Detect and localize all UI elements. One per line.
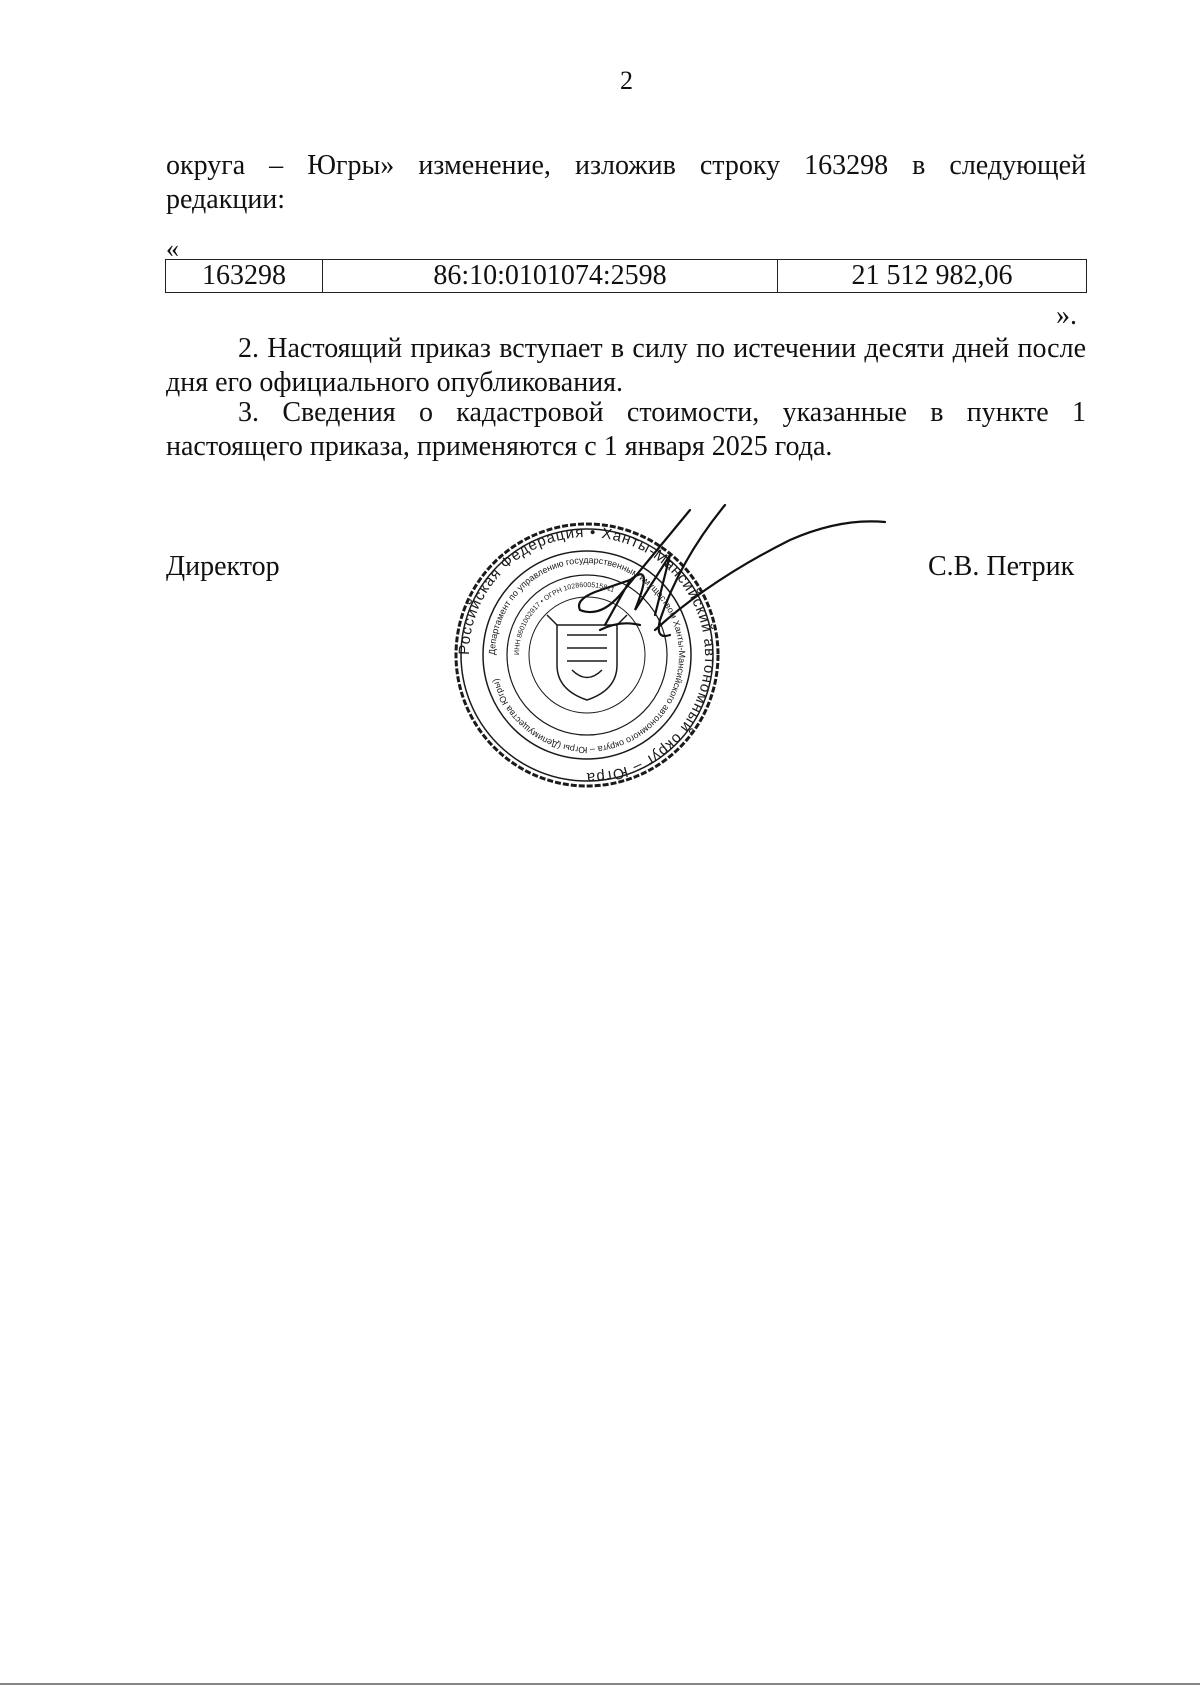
cadastral-value-cell: 21 512 982,06 [778, 260, 1087, 293]
row-number-cell: 163298 [166, 260, 323, 293]
open-quote: « [166, 234, 179, 263]
signatory-name: С.В. Петрик [928, 551, 1075, 582]
cadastral-row-table [165, 259, 1087, 293]
intro-paragraph [166, 149, 1086, 217]
handwritten-signature [560, 500, 890, 680]
seal-id-text: ИНН 8601002917 • ОГРН 1028600515811 [513, 581, 616, 656]
intro-line-1: округа – Югры» изменение, изложив строку 163298 в следующей [166, 150, 1086, 181]
intro-line-2: редакции: [166, 184, 286, 215]
clause-2: 2. Настоящий приказ вступает в силу по истечении десяти дней после дня его официального опубликования. [166, 333, 1086, 398]
cadastral-number-cell: 86:10:0101074:2598 [323, 260, 778, 293]
seal-inner-text: Департамент по управлению государственным имуществом Ханты-Мансийского автономного округа – Югры (Депимущества Югры) [486, 554, 688, 756]
close-quote: ». [1056, 300, 1077, 331]
page-bottom-edge [0, 1683, 1200, 1685]
table-row [166, 260, 1087, 293]
clause-3: 3. Сведения о кадастровой стоимости, указанные в пункте 1 настоящего приказа, применяются с 1 января 2025 года. [166, 397, 1086, 462]
seal-outer-text: Российская Федерация • Ханты-Мансийский автономный округ – Югра [455, 523, 719, 787]
page-number: 2 [620, 66, 633, 95]
signatory-position: Директор [166, 551, 280, 582]
